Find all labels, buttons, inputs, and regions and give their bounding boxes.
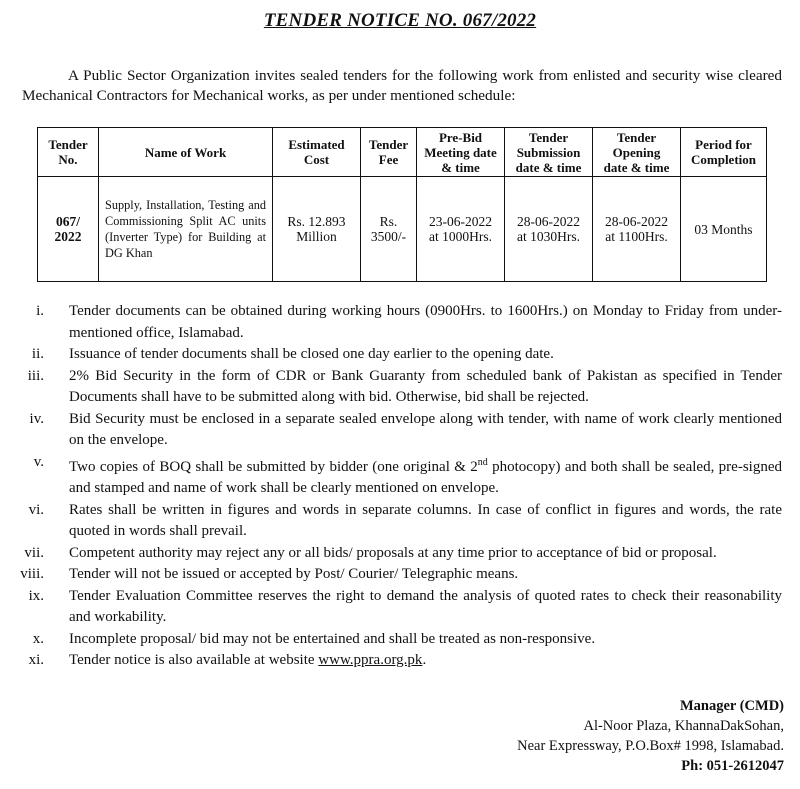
- list-item: [0, 366, 800, 409]
- cell-estimated-cost: Rs. 12.893 Million: [273, 177, 361, 282]
- clause-text-before: Two copies of BOQ shall be submitted by bidder (one original & 2: [69, 458, 478, 475]
- terms-list: [0, 301, 800, 672]
- clause-number: v.: [33, 453, 44, 470]
- list-item: [0, 586, 800, 629]
- list-item: [0, 301, 800, 344]
- ordinal-superscript: nd: [477, 456, 488, 468]
- clause-text: Tender will not be issued or accepted by Post/ Courier/ Telegraphic means.: [69, 566, 519, 582]
- ppra-website-link[interactable]: www.ppra.org.pk: [318, 652, 423, 668]
- list-item: [0, 500, 800, 543]
- header-period: Period for Completion: [681, 128, 767, 177]
- header-opening: Tender Opening date & time: [593, 128, 681, 177]
- clause-number: i.: [36, 303, 44, 319]
- clause-text-after: photocopy) and both shall be sealed, pre-signed and stamped and name of work shall be clearly mentioned on envelope.: [69, 458, 782, 496]
- cell-pre-bid: 23-06-2022 at 1000Hrs.: [417, 177, 505, 282]
- intro-paragraph: A Public Sector Organization invites sealed tenders for the following work from enlisted and security wise cleared Mechanical Contractors for Mechanical works, as per under mentioned schedule:: [22, 67, 782, 104]
- list-item: [0, 543, 800, 565]
- clause-text-before: Tender notice is also available at website: [69, 652, 319, 668]
- cell-submission: 28-06-2022 at 1030Hrs.: [505, 177, 593, 282]
- header-tender-no: Tender No.: [38, 128, 99, 177]
- header-estimated-cost: Estimated Cost: [273, 128, 361, 177]
- list-item: [0, 650, 800, 672]
- notice-title: TENDER NOTICE NO. 067/2022: [263, 10, 537, 31]
- clause-number: iii.: [27, 367, 44, 384]
- clause-text: Tender Evaluation Committee reserves the right to demand the analysis of quoted rates to check their reasonability and workability.: [69, 587, 782, 625]
- header-name-of-work: Name of Work: [99, 128, 273, 177]
- tender-schedule-table: [37, 127, 767, 282]
- clause-text: Competent authority may reject any or all bids/ proposals at any time prior to acceptance of bid or proposal.: [69, 544, 717, 561]
- cell-opening: 28-06-2022 at 1100Hrs.: [593, 177, 681, 282]
- address-line-2: Near Expressway, P.O.Box# 1998, Islamabad.: [517, 738, 784, 754]
- list-item: [0, 409, 800, 452]
- cell-name-of-work: Supply, Installation, Testing and Commissioning Split AC units (Inverter Type) for Building at DG Khan: [99, 177, 273, 282]
- clause-number: iv.: [29, 410, 44, 427]
- cell-tender-fee: Rs. 3500/-: [361, 177, 417, 282]
- clause-text: Issuance of tender documents shall be closed one day earlier to the opening date.: [69, 346, 554, 362]
- address-line-1: Al-Noor Plaza, KhannaDakSohan,: [583, 718, 784, 734]
- clause-number: vii.: [24, 544, 44, 561]
- header-tender-fee: Tender Fee: [361, 128, 417, 177]
- clause-number: xi.: [28, 652, 44, 668]
- header-submission: Tender Submission date & time: [505, 128, 593, 177]
- clause-text: Rates shall be written in figures and words in separate columns. In case of conflict in figures and words, the rate quoted in words shall prevail.: [69, 501, 782, 539]
- clause-number: viii.: [20, 566, 44, 582]
- clause-text: Bid Security must be enclosed in a separate sealed envelope along with tender, with name of work clearly mentioned on the envelope.: [69, 410, 782, 448]
- table-header-row: [38, 128, 767, 177]
- list-item: [0, 452, 800, 500]
- clause-number: x.: [32, 630, 44, 647]
- clause-text: Tender documents can be obtained during working hours (0900Hrs. to 1600Hrs.) on Monday to Friday from under- mentioned office, Islamabad.: [69, 303, 782, 341]
- phone-number: Ph: 051-2612047: [681, 758, 784, 774]
- cell-tender-no: 067/ 2022: [38, 177, 99, 282]
- list-item: [0, 629, 800, 651]
- clause-number: ix.: [28, 587, 44, 604]
- list-item: [0, 344, 800, 366]
- clause-number: ii.: [31, 346, 44, 362]
- clause-number: vi.: [28, 501, 44, 518]
- header-pre-bid: Pre-Bid Meeting date & time: [417, 128, 505, 177]
- clause-text: 2% Bid Security in the form of CDR or Bank Guaranty from scheduled bank of Pakistan as specified in Tender Documents shall have to be submitted along with bid. Otherwise, bid shall be rejected.: [69, 367, 782, 405]
- signature-block: [517, 696, 784, 776]
- cell-period: 03 Months: [681, 177, 767, 282]
- table-row: [38, 177, 767, 282]
- clause-text-after: .: [422, 652, 427, 668]
- list-item: [0, 564, 800, 586]
- clause-text: Incomplete proposal/ bid may not be entertained and shall be treated as non-responsive.: [69, 630, 596, 647]
- signatory-designation: Manager (CMD): [679, 698, 784, 714]
